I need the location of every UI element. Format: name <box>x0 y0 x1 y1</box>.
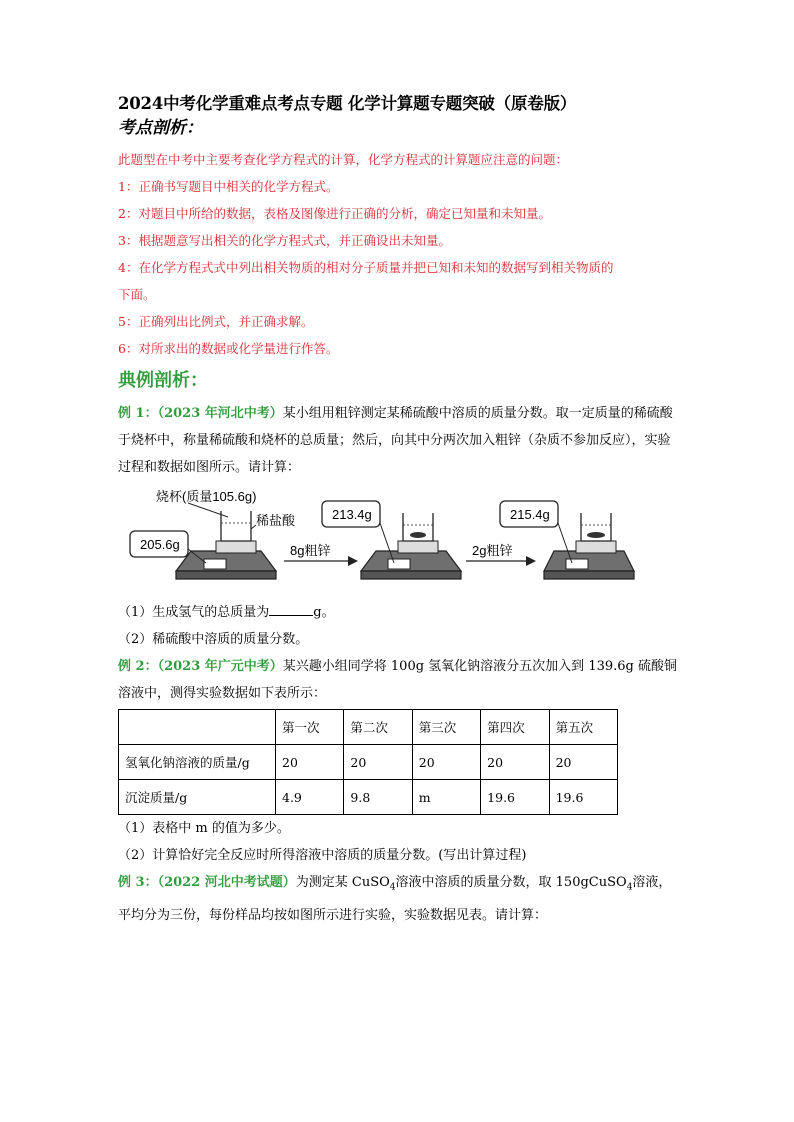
table-cell: 20 <box>276 745 344 780</box>
table-row <box>119 780 618 815</box>
example-2-question-1: （1）表格中 m 的值为多少。 <box>118 821 290 836</box>
example-1-label: 例 1：（2023 年河北中考） <box>118 406 283 421</box>
analysis-heading: 考点剖析： <box>118 118 203 138</box>
experiment-figure <box>126 489 636 589</box>
arrow-2-label: 2g粗锌 <box>472 543 513 558</box>
analysis-item: 5：正确列出比例式，并正确求解。 <box>118 314 314 329</box>
example-2-question-2: （2）计算恰好完全反应时所得溶液中溶质的质量分数。(写出计算过程) <box>118 848 527 863</box>
analysis-item: 1：正确书写题目中相关的化学方程式。 <box>118 179 339 194</box>
example-3-text: 溶液，平均分为三份，每份样品均按如图所示进行实验，实验数据见表。请计算： <box>118 875 672 923</box>
analysis-item: 4：在化学方程式式中列出相关物质的相对分子质量并把已知和未知的数据写到相关物质的 <box>118 260 614 275</box>
table-row <box>119 745 618 780</box>
example-1 <box>118 400 678 481</box>
subscript: 4 <box>389 882 396 893</box>
analysis-item: 2：对题目中所给的数据，表格及图像进行正确的分析，确定已知量和未知量。 <box>118 206 551 221</box>
table-cell: m <box>412 780 480 815</box>
answer-blank[interactable] <box>269 601 313 616</box>
example-3-text: 为测定某 CuSO <box>295 875 390 890</box>
question-text: （1）生成氢气的总质量为 <box>118 605 270 620</box>
table-cell: 20 <box>412 745 480 780</box>
document-title: 2024中考化学重难点考点专题 化学计算题专题突破（原卷版） <box>118 94 577 113</box>
table-header-cell: 第一次 <box>276 710 344 745</box>
analysis-item: 下面。 <box>118 287 156 302</box>
table-cell: 20 <box>344 745 412 780</box>
subscript: 4 <box>626 882 633 893</box>
analysis-item: 3：根据题意写出相关的化学方程式式，并正确设出未知量。 <box>118 233 451 248</box>
example-2-text: 某兴趣小组同学将 100g 氢氧化钠溶液分五次加入到 139.6g 硫酸铜溶液中，测得实验数据如下表所示： <box>118 659 677 701</box>
table-cell: 沉淀质量/g <box>119 780 276 815</box>
beaker-label: 烧杯(质量105.6g) <box>156 489 257 504</box>
arrow-1-label: 8g粗锌 <box>290 543 331 558</box>
examples-heading: 典例剖析： <box>118 370 208 391</box>
analysis-intro: 此题型在中考中主要考查化学方程式的计算，化学方程式的计算题应注意的问题： <box>118 152 569 167</box>
table-header-cell: 第三次 <box>412 710 480 745</box>
table-cell: 20 <box>481 745 549 780</box>
table-header-cell: 第二次 <box>344 710 412 745</box>
table-header-cell: 第五次 <box>549 710 617 745</box>
data-table <box>118 709 618 815</box>
example-2 <box>118 653 678 707</box>
example-1-question-2: （2）稀硫酸中溶质的质量分数。 <box>118 632 309 647</box>
question-unit: g。 <box>313 605 335 620</box>
table-header-row <box>119 710 618 745</box>
table-cell: 19.6 <box>481 780 549 815</box>
reading-1: 205.6g <box>140 537 180 552</box>
analysis-item: 6：对所求出的数据或化学量进行作答。 <box>118 341 339 356</box>
acid-label: 稀盐酸 <box>256 513 296 528</box>
example-3-text: 溶液中溶质的质量分数，取 150gCuSO <box>395 875 627 890</box>
example-3 <box>118 869 678 929</box>
table-cell: 9.8 <box>344 780 412 815</box>
table-header-cell <box>119 710 276 745</box>
example-1-text: 某小组用粗锌测定某稀硫酸中溶质的质量分数。取一定质量的稀硫酸于烧杯中，称量稀硫酸和烧杯的总质量；然后，向其中分两次加入粗锌（杂质不参加反应），实验过程和数据如图所示。请计算： <box>118 406 673 475</box>
document-page <box>118 92 678 929</box>
example-2-label: 例 2：（2023 年广元中考） <box>118 659 283 674</box>
example-3-label: 例 3：（2022 河北中考试题） <box>118 875 296 890</box>
table-cell: 4.9 <box>276 780 344 815</box>
reading-3: 215.4g <box>510 507 550 522</box>
table-header-cell: 第四次 <box>481 710 549 745</box>
reading-2: 213.4g <box>332 507 372 522</box>
example-1-question-1 <box>118 599 678 626</box>
table-cell: 20 <box>549 745 617 780</box>
table-cell: 氢氧化钠溶液的质量/g <box>119 745 276 780</box>
balance-diagram <box>126 489 636 589</box>
table-cell: 19.6 <box>549 780 617 815</box>
